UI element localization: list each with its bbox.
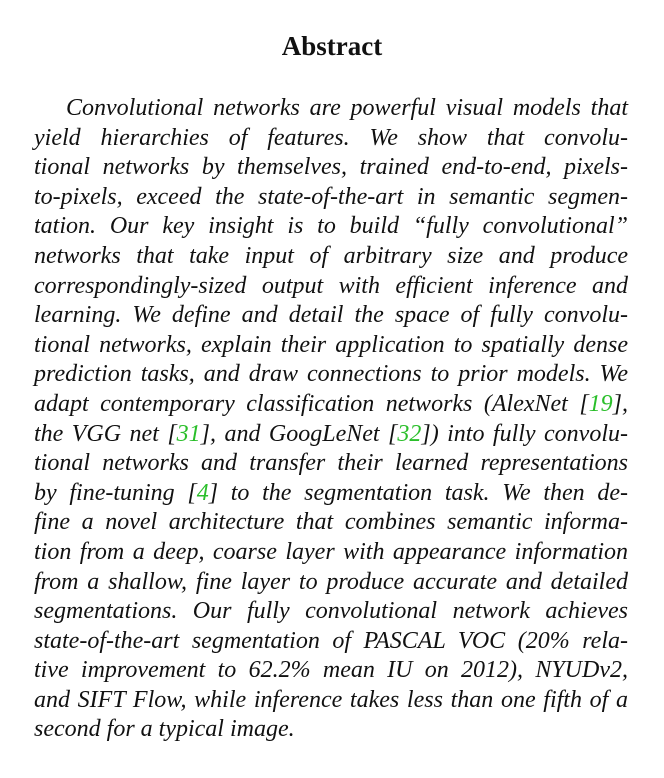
abstract-line <box>34 153 628 183</box>
line-text: correspondingly-sized output with efficient inference and <box>34 272 628 299</box>
abstract-line <box>34 94 628 124</box>
line-text: tation. Our key insight is to build “fully convolutional” <box>34 213 628 240</box>
abstract-line <box>34 272 628 302</box>
line-text: by fine-tuning [ <box>34 479 197 506</box>
line-text: prediction tasks, and draw connections to prior models. We <box>34 361 628 388</box>
line-text: learning. We define and detail the space of fully convolu- <box>34 302 628 329</box>
line-text: tion from a deep, coarse layer with appearance information <box>34 538 628 565</box>
line-text: ], <box>612 390 628 417</box>
citation-link[interactable]: 19 <box>588 390 613 417</box>
line-text: tional networks and transfer their learned representations <box>34 450 628 477</box>
citation-link[interactable]: 32 <box>397 420 422 447</box>
abstract-line <box>34 390 628 420</box>
abstract-line <box>34 331 628 361</box>
abstract-line <box>34 420 628 450</box>
line-text: second for a typical image. <box>34 716 295 743</box>
line-text: the VGG net [ <box>34 420 177 447</box>
line-text: segmentations. Our fully convolutional network achieves <box>34 598 628 625</box>
abstract-body <box>34 94 628 745</box>
citation-link[interactable]: 31 <box>176 420 201 447</box>
abstract-line <box>34 212 628 242</box>
line-text: tional networks by themselves, trained end-to-end, pixels- <box>34 154 628 181</box>
abstract-line <box>34 568 628 598</box>
line-text: tional networks, explain their application to spatially dense <box>34 331 628 358</box>
citation-link[interactable]: 4 <box>196 479 209 506</box>
abstract-line <box>34 124 628 154</box>
line-text: adapt contemporary classification networks (AlexNet [ <box>34 390 589 417</box>
abstract-line <box>34 715 628 745</box>
line-text: ]) into fully convolu- <box>421 420 628 447</box>
abstract-line <box>34 597 628 627</box>
line-text: yield hierarchies of features. We show that convolu- <box>34 124 628 151</box>
abstract-line <box>34 686 628 716</box>
line-text: tive improvement to 62.2% mean IU on 2012), NYUDv2, <box>34 657 628 684</box>
line-text: and SIFT Flow, while inference takes less than one fifth of a <box>34 686 628 713</box>
section-title: Abstract <box>281 31 383 61</box>
line-text: from a shallow, fine layer to produce accurate and detailed <box>34 568 628 595</box>
abstract-line <box>34 538 628 568</box>
line-text: ] to the segmentation task. We then de- <box>208 479 629 506</box>
abstract-line <box>34 627 628 657</box>
abstract-line <box>34 656 628 686</box>
abstract-line <box>34 479 628 509</box>
abstract-line <box>34 508 628 538</box>
abstract-line <box>34 360 628 390</box>
abstract-line <box>34 242 628 272</box>
abstract-line <box>34 301 628 331</box>
abstract-line <box>34 449 628 479</box>
line-text: ], and GoogLeNet [ <box>200 420 398 447</box>
abstract-line <box>34 183 628 213</box>
line-text: to-pixels, exceed the state-of-the-art in semantic segmen- <box>34 183 628 210</box>
line-text: state-of-the-art segmentation of PASCAL VOC (20% rela- <box>34 627 628 654</box>
line-text: networks that take input of arbitrary size and produce <box>34 242 628 269</box>
line-text: Convolutional networks are powerful visual models that <box>66 95 628 121</box>
line-text: fine a novel architecture that combines semantic informa- <box>34 509 628 536</box>
